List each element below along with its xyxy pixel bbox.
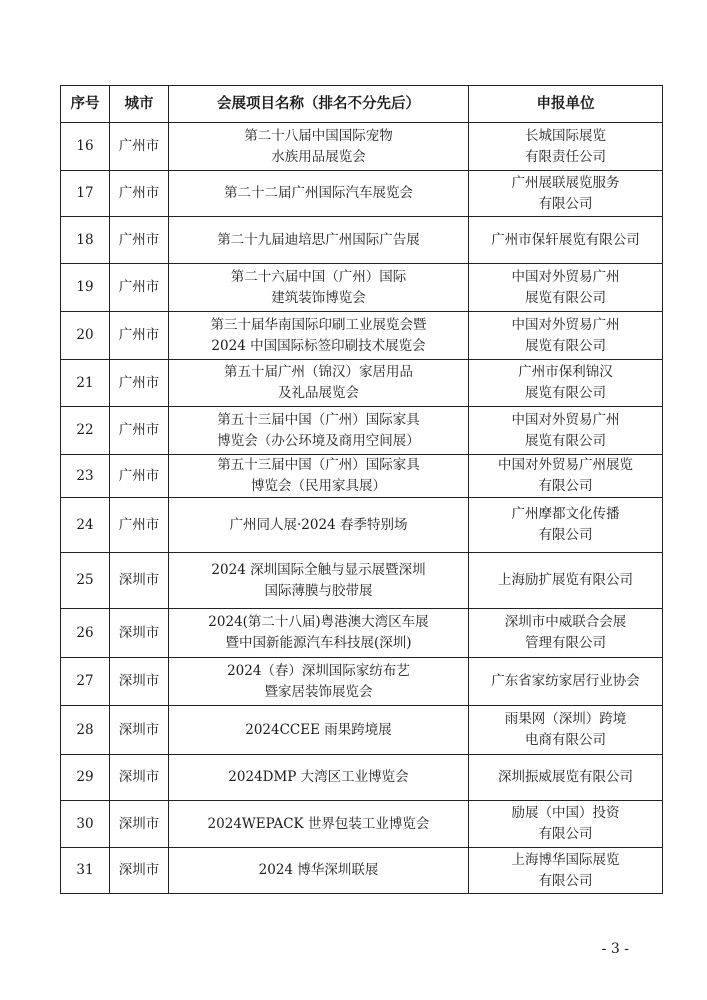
header-project-name: 会展项目名称（排名不分先后） <box>169 86 469 123</box>
organizer-line: 有限公司 <box>538 478 593 494</box>
row-organizer <box>469 498 663 553</box>
table-row <box>61 609 663 658</box>
table-row <box>61 407 663 455</box>
row-project-name <box>169 553 469 609</box>
row-city: 广州市 <box>110 264 169 312</box>
organizer-line: 广州展联展览服务 <box>511 174 620 191</box>
table-body <box>61 123 663 894</box>
header-city: 城市 <box>110 86 169 123</box>
table-row <box>61 455 663 498</box>
project-name-line: 及礼品展览会 <box>278 385 359 401</box>
row-organizer <box>469 706 663 755</box>
header-organizer: 申报单位 <box>469 86 663 123</box>
organizer-line: 中国对外贸易广州 <box>511 411 620 428</box>
table-row <box>61 706 663 755</box>
row-project-name <box>169 217 469 264</box>
row-project-name <box>169 658 469 706</box>
organizer-line: 广州市保轩展览有限公司 <box>491 231 640 248</box>
row-city: 深圳市 <box>110 706 169 755</box>
table-header-row <box>61 86 663 123</box>
row-number: 21 <box>61 360 110 407</box>
table-row <box>61 848 663 894</box>
row-project-name <box>169 455 469 498</box>
row-number: 27 <box>61 658 110 706</box>
row-organizer <box>469 123 663 171</box>
row-project-name <box>169 848 469 894</box>
table-row <box>61 312 663 360</box>
row-organizer <box>469 609 663 658</box>
row-project-name <box>169 312 469 360</box>
row-organizer <box>469 217 663 264</box>
page-number: - 3 - <box>601 941 629 957</box>
organizer-line: 有限责任公司 <box>525 148 606 165</box>
organizer-line: 展览有限公司 <box>525 432 606 449</box>
organizer-line: 电商有限公司 <box>525 732 606 748</box>
row-city: 广州市 <box>110 498 169 553</box>
row-number: 17 <box>61 171 110 217</box>
project-name-line: 2024 中国国际标签印刷技术展览会 <box>211 337 426 354</box>
row-number: 18 <box>61 217 110 264</box>
row-city: 深圳市 <box>110 553 169 609</box>
row-city: 广州市 <box>110 455 169 498</box>
row-number: 24 <box>61 498 110 553</box>
row-organizer <box>469 171 663 217</box>
row-organizer <box>469 407 663 455</box>
organizer-line: 雨果网（深圳）跨境 <box>504 711 627 727</box>
project-name-line: 第五十三届中国（广州）国际家具 <box>217 457 420 473</box>
organizer-line: 广东省家纺家居行业协会 <box>491 673 640 689</box>
project-name-line: 第二十九届迪培思广州国际广告展 <box>217 231 420 248</box>
row-organizer <box>469 264 663 312</box>
project-name-line: 2024WEPACK 世界包装工业博览会 <box>207 815 430 832</box>
row-project-name <box>169 407 469 455</box>
project-name-line: 2024 博华深圳联展 <box>258 862 379 878</box>
table-row <box>61 217 663 264</box>
row-city: 广州市 <box>110 217 169 264</box>
project-name-line: 第二十二届广州国际汽车展览会 <box>224 185 413 201</box>
row-organizer <box>469 658 663 706</box>
row-project-name <box>169 123 469 171</box>
organizer-line: 展览有限公司 <box>525 385 606 401</box>
organizer-line: 展览有限公司 <box>525 337 606 354</box>
project-name-line: 第五十届广州（锦汉）家居用品 <box>224 364 413 380</box>
row-number: 19 <box>61 264 110 312</box>
row-city: 广州市 <box>110 360 169 407</box>
row-organizer <box>469 312 663 360</box>
row-number: 29 <box>61 755 110 801</box>
project-name-line: 第二十六届中国（广州）国际 <box>230 268 407 285</box>
project-name-line: 水族用品展览会 <box>271 148 366 165</box>
organizer-line: 有限公司 <box>538 826 593 842</box>
row-project-name <box>169 171 469 217</box>
project-name-line: 暨中国新能源汽车科技展(深圳) <box>225 635 412 651</box>
row-project-name <box>169 360 469 407</box>
row-organizer <box>469 755 663 801</box>
organizer-line: 励展（中国）投资 <box>511 805 620 821</box>
table-row <box>61 264 663 312</box>
row-number: 30 <box>61 801 110 848</box>
row-number: 16 <box>61 123 110 171</box>
table-row <box>61 755 663 801</box>
table-row <box>61 801 663 848</box>
row-number: 31 <box>61 848 110 894</box>
row-city: 广州市 <box>110 123 169 171</box>
organizer-line: 中国对外贸易广州 <box>511 316 620 333</box>
row-project-name <box>169 264 469 312</box>
table-row <box>61 360 663 407</box>
row-number: 26 <box>61 609 110 658</box>
organizer-line: 上海励扩展览有限公司 <box>498 572 633 588</box>
row-project-name <box>169 498 469 553</box>
organizer-line: 上海博华国际展览 <box>511 851 620 868</box>
organizer-line: 广州市保利锦汉 <box>518 364 613 380</box>
organizer-line: 中国对外贸易广州 <box>511 268 620 285</box>
project-name-line: 广州同人展·2024 春季特别场 <box>229 516 408 533</box>
row-organizer <box>469 455 663 498</box>
table-row <box>61 553 663 609</box>
header-number: 序号 <box>61 86 110 123</box>
row-project-name <box>169 801 469 848</box>
row-number: 20 <box>61 312 110 360</box>
row-city: 深圳市 <box>110 801 169 848</box>
table-row <box>61 658 663 706</box>
project-name-line: 第五十三届中国（广州）国际家具 <box>217 411 420 428</box>
table-row <box>61 171 663 217</box>
row-city: 广州市 <box>110 171 169 217</box>
row-organizer <box>469 848 663 894</box>
row-number: 23 <box>61 455 110 498</box>
organizer-line: 有限公司 <box>538 195 593 212</box>
project-name-line: 建筑装饰博览会 <box>271 289 366 306</box>
project-name-line: 博览会（办公环境及商用空间展） <box>217 432 420 449</box>
project-name-line: 2024（春）深圳国际家纺布艺 <box>227 662 410 679</box>
project-name-line: 暨家居装饰展览会 <box>264 683 373 700</box>
project-name-line: 第三十届华南国际印刷工业展览会暨 <box>210 316 427 333</box>
project-name-line: 2024DMP 大湾区工业博览会 <box>228 769 409 785</box>
project-name-line: 国际薄膜与胶带展 <box>264 582 373 599</box>
project-name-line: 2024CCEE 雨果跨境展 <box>245 721 392 738</box>
row-project-name <box>169 706 469 755</box>
row-city: 深圳市 <box>110 848 169 894</box>
exhibition-table <box>60 85 663 894</box>
row-project-name <box>169 755 469 801</box>
project-name-line: 2024 深圳国际全触与显示展暨深圳 <box>211 561 426 578</box>
row-organizer <box>469 360 663 407</box>
row-number: 28 <box>61 706 110 755</box>
row-organizer <box>469 553 663 609</box>
organizer-line: 有限公司 <box>538 527 593 543</box>
organizer-line: 中国对外贸易广州展览 <box>498 457 633 473</box>
row-project-name <box>169 609 469 658</box>
row-city: 深圳市 <box>110 609 169 658</box>
organizer-line: 有限公司 <box>538 872 593 889</box>
row-number: 25 <box>61 553 110 609</box>
table-row <box>61 123 663 171</box>
row-city: 深圳市 <box>110 755 169 801</box>
row-city: 广州市 <box>110 407 169 455</box>
row-city: 深圳市 <box>110 658 169 706</box>
organizer-line: 深圳市中威联合会展 <box>504 614 627 630</box>
table-row <box>61 498 663 553</box>
organizer-line: 深圳振威展览有限公司 <box>498 769 633 785</box>
organizer-line: 长城国际展览 <box>525 127 606 144</box>
project-name-line: 博览会（民用家具展） <box>251 478 386 494</box>
organizer-line: 广州摩都文化传播 <box>511 506 620 522</box>
row-city: 广州市 <box>110 312 169 360</box>
row-number: 22 <box>61 407 110 455</box>
row-organizer <box>469 801 663 848</box>
project-name-line: 2024(第二十八届)粤港澳大湾区车展 <box>208 614 429 630</box>
project-name-line: 第二十八届中国国际宠物 <box>244 127 393 144</box>
organizer-line: 管理有限公司 <box>525 635 606 651</box>
organizer-line: 展览有限公司 <box>525 289 606 306</box>
